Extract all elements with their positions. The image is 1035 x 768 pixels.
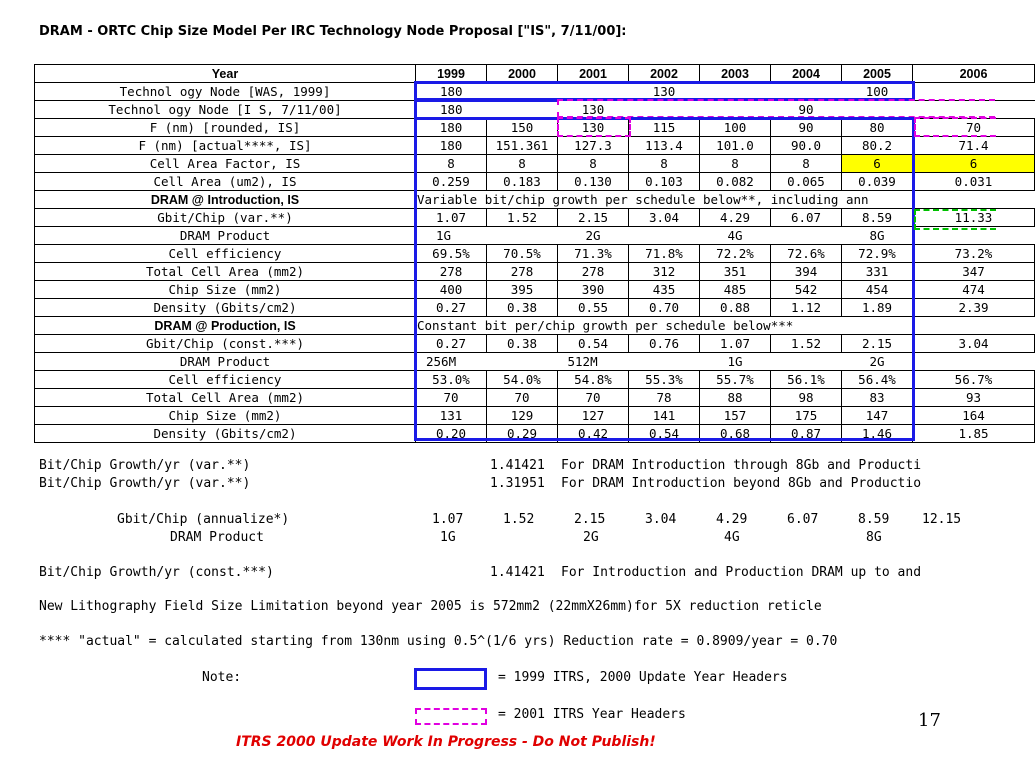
cell: 3.04 (629, 209, 700, 227)
row-label: F (nm) [rounded, IS] (35, 119, 416, 137)
row-label: DRAM Product (35, 227, 416, 245)
cell: 0.68 (700, 425, 771, 443)
growth-const-label: Bit/Chip Growth/yr (const.***) (39, 565, 274, 580)
ann-value: 2.15 (574, 512, 606, 527)
cell: 0.27 (416, 335, 487, 353)
ann-value: 1.07 (432, 512, 464, 527)
cell: 164 (913, 407, 1035, 425)
cell: 8G (842, 227, 913, 245)
cell-empty (629, 227, 700, 245)
cell: 8 (416, 155, 487, 173)
growth-var2-value: 1.31951 (490, 476, 545, 491)
cell-empty (842, 101, 913, 119)
legend-blue-swatch (414, 668, 487, 690)
row-label: Chip Size (mm2) (35, 407, 416, 425)
chip-size-table-wrapper (34, 64, 993, 441)
cell-highlighted: 6 (913, 155, 1035, 173)
ann-value: 6.07 (787, 512, 819, 527)
year-2006: 2006 (913, 65, 1035, 83)
chip-size-table (34, 64, 1035, 443)
cell: 8 (700, 155, 771, 173)
intro-product-row (35, 227, 1035, 245)
row-label: Total Cell Area (mm2) (35, 389, 416, 407)
growth-var1-note: For DRAM Introduction through 8Gb and Producti (561, 458, 922, 473)
row-label: Cell Area Factor, IS (35, 155, 416, 173)
intro-gbit-row (35, 209, 1035, 227)
year-2000: 2000 (487, 65, 558, 83)
f-actual-row (35, 137, 1035, 155)
cell: 8 (487, 155, 558, 173)
ann-product: 8G (866, 530, 882, 545)
cell: 11.33 (913, 209, 1035, 227)
footer-warning: ITRS 2000 Update Work In Progress - Do Not Publish! (236, 734, 656, 750)
cell: 131 (416, 407, 487, 425)
cell: 56.4% (842, 371, 913, 389)
cell: 1.07 (416, 209, 487, 227)
cell: 129 (487, 407, 558, 425)
cell: 150 (487, 119, 558, 137)
cell: 4.29 (700, 209, 771, 227)
cell: 0.031 (913, 173, 1035, 191)
cell: 0.065 (771, 173, 842, 191)
cell: 0.88 (700, 299, 771, 317)
cell: 0.29 (487, 425, 558, 443)
section-label: DRAM @ Introduction, IS (35, 191, 416, 209)
cell: 1.12 (771, 299, 842, 317)
row-label: Total Cell Area (mm2) (35, 263, 416, 281)
cell-area-factor-row (35, 155, 1035, 173)
cell: 55.7% (700, 371, 771, 389)
ann-value: 8.59 (858, 512, 890, 527)
note-label: Note: (202, 670, 242, 685)
cell: 90 (771, 101, 842, 119)
production-header-row (35, 317, 1035, 335)
cell: 71.4 (913, 137, 1035, 155)
ann-product: 1G (440, 530, 456, 545)
cell: 175 (771, 407, 842, 425)
cell: 1G (416, 227, 487, 245)
cell: 474 (913, 281, 1035, 299)
row-label: Cell Area (um2), IS (35, 173, 416, 191)
cell: 1.07 (700, 335, 771, 353)
header-row (35, 65, 1035, 83)
section-label: DRAM @ Production, IS (35, 317, 416, 335)
f-rounded-row (35, 119, 1035, 137)
ann-product: 4G (724, 530, 740, 545)
cell-empty (558, 83, 629, 101)
actual-footnote: **** "actual" = calculated starting from 130nm using 0.5^(1/6 yrs) Reduction rate = 0.8909/year = 0.70 (39, 634, 838, 649)
growth-var1-value: 1.41421 (490, 458, 545, 473)
row-label: Gbit/Chip (var.**) (35, 209, 416, 227)
cell: 80.2 (842, 137, 913, 155)
growth-const-note: For Introduction and Production DRAM up to and (561, 565, 922, 580)
cell: 394 (771, 263, 842, 281)
tech-node-is-row (35, 101, 1035, 119)
cell: 0.54 (558, 335, 629, 353)
cell: 90.0 (771, 137, 842, 155)
row-label: Technol ogy Node [WAS, 1999] (35, 83, 416, 101)
cell-empty (913, 101, 1035, 119)
cell: 100 (842, 83, 913, 101)
cell: 151.361 (487, 137, 558, 155)
ann-value: 1.52 (503, 512, 535, 527)
cell-empty (487, 227, 558, 245)
cell: 53.0% (416, 371, 487, 389)
cell: 1.89 (842, 299, 913, 317)
cell-empty (913, 227, 1035, 245)
row-label: Cell efficiency (35, 371, 416, 389)
prod-product-row (35, 353, 1035, 371)
cell-empty (700, 83, 771, 101)
growth-var2-note: For DRAM Introduction beyond 8Gb and Productio (561, 476, 922, 491)
cell: 72.2% (700, 245, 771, 263)
cell: 147 (842, 407, 913, 425)
cell: 0.38 (487, 299, 558, 317)
year-2002: 2002 (629, 65, 700, 83)
cell: 256M (416, 353, 487, 371)
row-label: Density (Gbits/cm2) (35, 425, 416, 443)
cell: 70 (913, 119, 1035, 137)
cell: 0.082 (700, 173, 771, 191)
cell: 390 (558, 281, 629, 299)
cell: 0.70 (629, 299, 700, 317)
cell: 73.2% (913, 245, 1035, 263)
cell: 400 (416, 281, 487, 299)
cell: 0.42 (558, 425, 629, 443)
year-header: Year (35, 65, 416, 83)
cell: 331 (842, 263, 913, 281)
cell: 93 (913, 389, 1035, 407)
cell: 8 (558, 155, 629, 173)
cell: 70 (558, 389, 629, 407)
section-note: Variable bit/chip growth per schedule below**, including ann (416, 191, 1035, 209)
cell-empty (771, 227, 842, 245)
cell: 88 (700, 389, 771, 407)
row-label: Gbit/Chip (const.***) (35, 335, 416, 353)
row-label: Cell efficiency (35, 245, 416, 263)
cell-empty (629, 101, 700, 119)
cell: 56.7% (913, 371, 1035, 389)
row-label: Density (Gbits/cm2) (35, 299, 416, 317)
prod-total-cell-area-row (35, 389, 1035, 407)
section-note: Constant bit per/chip growth per schedule below*** (416, 317, 1035, 335)
legend-blue-text: = 1999 ITRS, 2000 Update Year Headers (498, 670, 788, 685)
prod-density-row (35, 425, 1035, 443)
cell: 130 (558, 101, 629, 119)
cell: 180 (416, 137, 487, 155)
cell: 1.46 (842, 425, 913, 443)
ann-value: 12.15 (922, 512, 962, 527)
cell-empty (913, 83, 1035, 101)
cell: 180 (416, 119, 487, 137)
annualize-label: Gbit/Chip (annualize*) (117, 512, 290, 527)
cell: 8 (771, 155, 842, 173)
cell: 78 (629, 389, 700, 407)
cell: 1.85 (913, 425, 1035, 443)
cell: 127 (558, 407, 629, 425)
cell: 542 (771, 281, 842, 299)
cell: 6.07 (771, 209, 842, 227)
cell: 485 (700, 281, 771, 299)
cell-empty (771, 83, 842, 101)
year-2005: 2005 (842, 65, 913, 83)
cell: 8.59 (842, 209, 913, 227)
cell-highlighted: 6 (842, 155, 913, 173)
cell: 83 (842, 389, 913, 407)
cell: 115 (629, 119, 700, 137)
cell: 90 (771, 119, 842, 137)
ann-product: 2G (583, 530, 599, 545)
introduction-header-row (35, 191, 1035, 209)
cell: 0.27 (416, 299, 487, 317)
cell: 454 (842, 281, 913, 299)
prod-gbit-row (35, 335, 1035, 353)
cell: 1.52 (771, 335, 842, 353)
cell: 0.259 (416, 173, 487, 191)
year-2004: 2004 (771, 65, 842, 83)
cell: 54.0% (487, 371, 558, 389)
cell: 127.3 (558, 137, 629, 155)
intro-total-cell-area-row (35, 263, 1035, 281)
legend-magenta-text: = 2001 ITRS Year Headers (498, 707, 686, 722)
cell: 435 (629, 281, 700, 299)
cell: 130 (558, 119, 629, 137)
cell: 512M (558, 353, 629, 371)
cell: 55.3% (629, 371, 700, 389)
ann-value: 4.29 (716, 512, 748, 527)
cell: 395 (487, 281, 558, 299)
cell: 278 (416, 263, 487, 281)
cell: 157 (700, 407, 771, 425)
cell: 0.38 (487, 335, 558, 353)
cell: 70 (416, 389, 487, 407)
cell: 2.15 (842, 335, 913, 353)
row-label: Chip Size (mm2) (35, 281, 416, 299)
intro-density-row (35, 299, 1035, 317)
cell: 98 (771, 389, 842, 407)
cell-empty (771, 353, 842, 371)
cell: 180 (416, 83, 487, 101)
tech-node-was-row (35, 83, 1035, 101)
cell: 71.3% (558, 245, 629, 263)
cell: 351 (700, 263, 771, 281)
cell: 72.6% (771, 245, 842, 263)
legend-magenta-swatch (415, 708, 487, 725)
cell: 2G (558, 227, 629, 245)
cell: 278 (558, 263, 629, 281)
lithography-note: New Lithography Field Size Limitation beyond year 2005 is 572mm2 (22mmX26mm)for 5X reduction reticle (39, 599, 822, 614)
cell: 130 (629, 83, 700, 101)
cell: 312 (629, 263, 700, 281)
cell-empty (487, 83, 558, 101)
row-label: DRAM Product (35, 353, 416, 371)
year-2003: 2003 (700, 65, 771, 83)
cell: 0.20 (416, 425, 487, 443)
cell: 0.55 (558, 299, 629, 317)
cell-empty (629, 353, 700, 371)
cell: 113.4 (629, 137, 700, 155)
year-1999: 1999 (416, 65, 487, 83)
cell: 8 (629, 155, 700, 173)
cell: 3.04 (913, 335, 1035, 353)
prod-chip-size-row (35, 407, 1035, 425)
cell: 278 (487, 263, 558, 281)
cell: 72.9% (842, 245, 913, 263)
cell: 4G (700, 227, 771, 245)
cell: 0.54 (629, 425, 700, 443)
cell: 0.039 (842, 173, 913, 191)
cell: 0.87 (771, 425, 842, 443)
cell: 2.39 (913, 299, 1035, 317)
cell: 0.76 (629, 335, 700, 353)
cell: 71.8% (629, 245, 700, 263)
cell: 70.5% (487, 245, 558, 263)
intro-chip-size-row (35, 281, 1035, 299)
intro-efficiency-row (35, 245, 1035, 263)
cell-empty (487, 101, 558, 119)
cell: 0.130 (558, 173, 629, 191)
cell: 56.1% (771, 371, 842, 389)
cell: 80 (842, 119, 913, 137)
year-2001: 2001 (558, 65, 629, 83)
cell: 141 (629, 407, 700, 425)
growth-var1-label: Bit/Chip Growth/yr (var.**) (39, 458, 251, 473)
cell-empty (913, 353, 1035, 371)
growth-var2-label: Bit/Chip Growth/yr (var.**) (39, 476, 251, 491)
growth-const-value: 1.41421 (490, 565, 545, 580)
ann-value: 3.04 (645, 512, 677, 527)
cell: 101.0 (700, 137, 771, 155)
cell: 54.8% (558, 371, 629, 389)
cell: 2G (842, 353, 913, 371)
row-label: F (nm) [actual****, IS] (35, 137, 416, 155)
cell-area-row (35, 173, 1035, 191)
page-number: 17 (918, 710, 941, 731)
cell: 0.183 (487, 173, 558, 191)
cell: 347 (913, 263, 1035, 281)
cell: 100 (700, 119, 771, 137)
cell-empty (700, 101, 771, 119)
page-title: DRAM - ORTC Chip Size Model Per IRC Technology Node Proposal ["IS", 7/11/00]: (39, 24, 627, 39)
cell: 2.15 (558, 209, 629, 227)
cell: 180 (416, 101, 487, 119)
ann-product-label: DRAM Product (170, 530, 264, 545)
cell-empty (487, 353, 558, 371)
cell: 0.103 (629, 173, 700, 191)
row-label: Technol ogy Node [I S, 7/11/00] (35, 101, 416, 119)
cell: 70 (487, 389, 558, 407)
prod-efficiency-row (35, 371, 1035, 389)
cell: 1.52 (487, 209, 558, 227)
cell: 1G (700, 353, 771, 371)
cell: 69.5% (416, 245, 487, 263)
